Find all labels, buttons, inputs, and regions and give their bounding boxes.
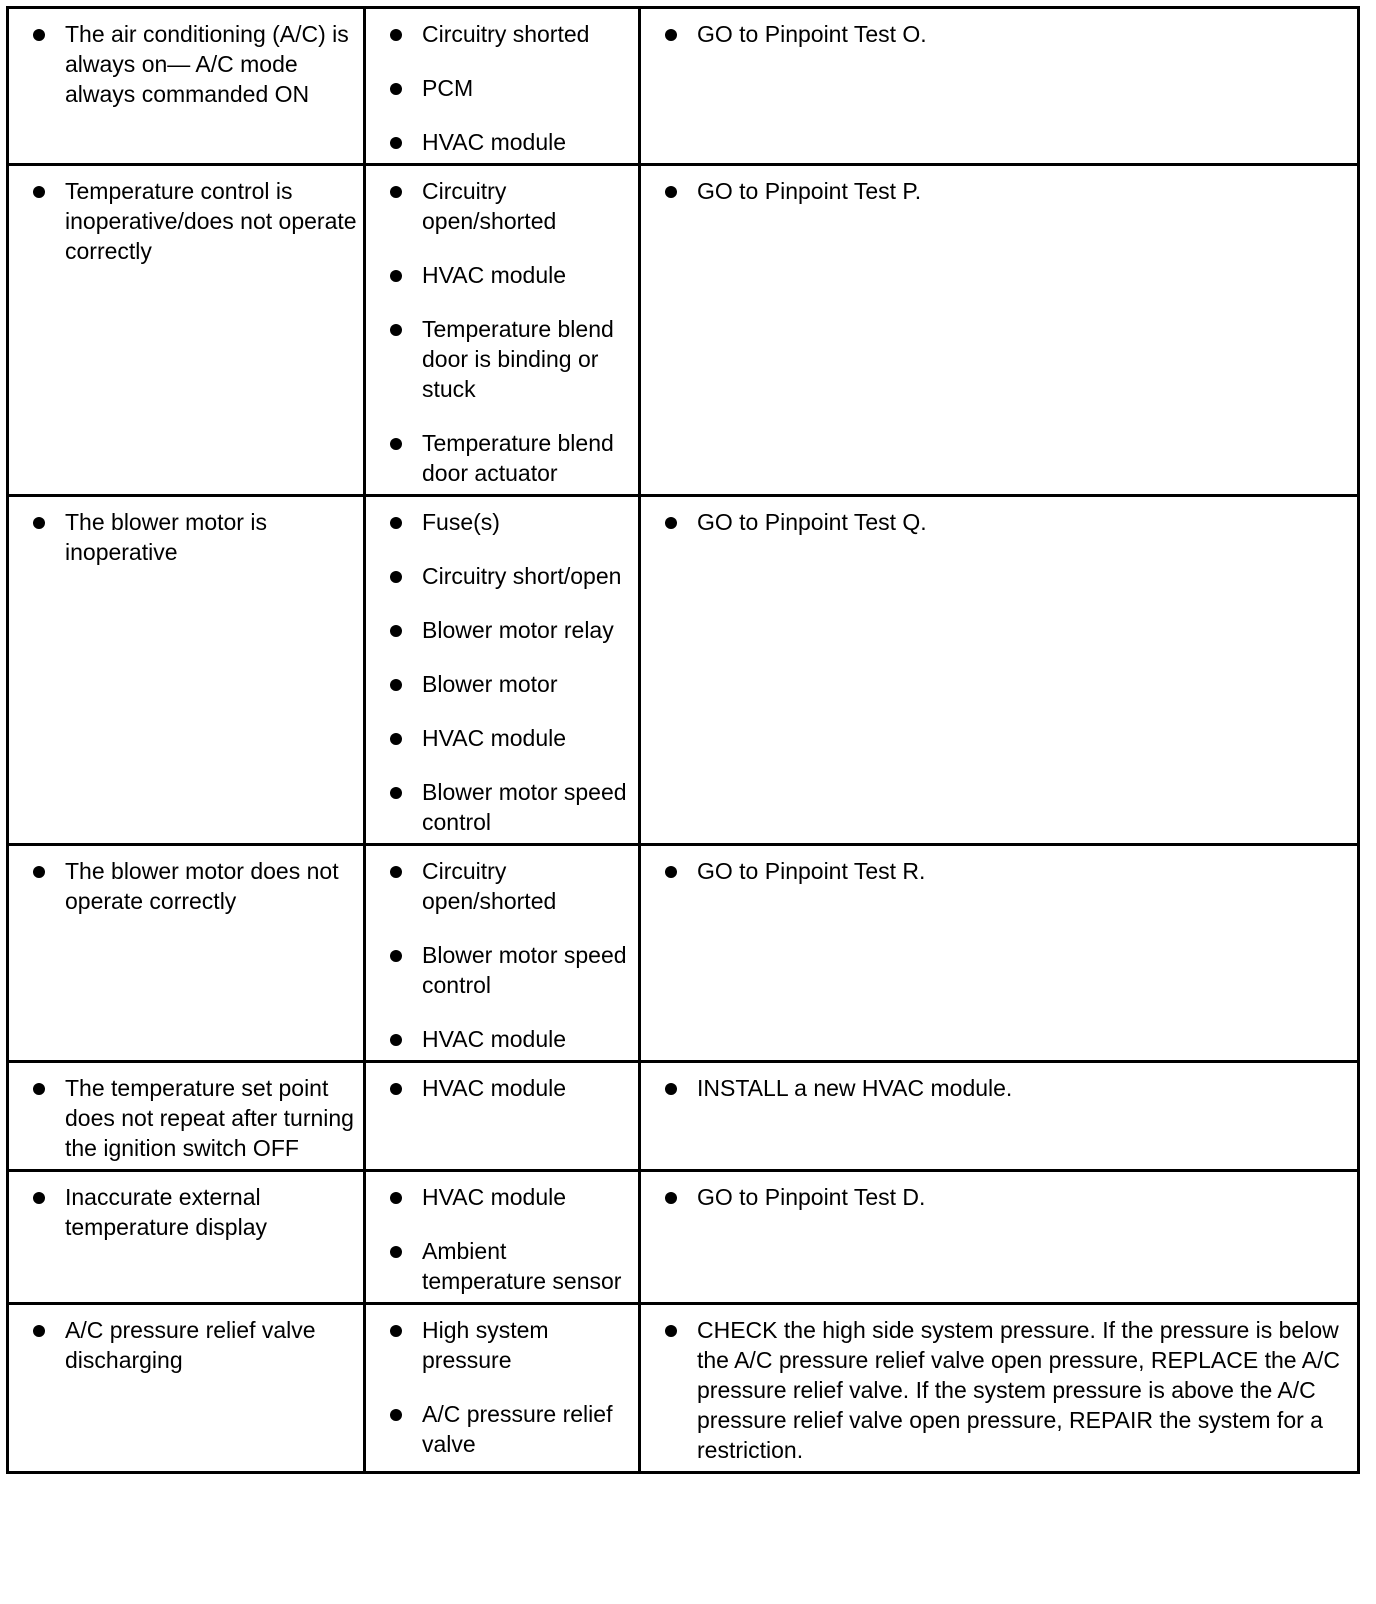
condition-text: The temperature set point does not repeat after turning the ignition switch OFF (65, 1075, 354, 1161)
condition-cell (8, 1062, 365, 1171)
action-text: GO to Pinpoint Test O. (697, 21, 927, 47)
possible-source-list (382, 19, 632, 157)
list-item (25, 19, 357, 109)
possible-source-text: Blower motor (422, 671, 558, 697)
symptom-chart-body (8, 8, 1359, 1473)
bullet-icon (390, 324, 402, 336)
bullet-icon (390, 186, 402, 198)
possible-source-text: Temperature blend door actuator (422, 430, 614, 486)
list-item (382, 176, 632, 236)
possible-source-text: HVAC module (422, 1184, 567, 1210)
condition-text: A/C pressure relief valve discharging (65, 1317, 316, 1373)
condition-text: The blower motor is inoperative (65, 509, 267, 565)
possible-source-text: HVAC module (422, 262, 567, 288)
bullet-icon (33, 866, 45, 878)
bullet-icon (390, 733, 402, 745)
action-cell (640, 845, 1359, 1062)
action-list (657, 856, 1351, 886)
possible-source-text: HVAC module (422, 1026, 567, 1052)
possible-source-text: HVAC module (422, 725, 567, 751)
action-list (657, 1315, 1351, 1465)
possible-source-text: Circuitry shorted (422, 21, 590, 47)
table-row (8, 845, 1359, 1062)
condition-list (25, 507, 357, 567)
list-item (382, 507, 632, 537)
bullet-icon (665, 1083, 677, 1095)
list-item (382, 723, 632, 753)
list-item (657, 1073, 1351, 1103)
list-item (382, 669, 632, 699)
list-item (657, 19, 1351, 49)
list-item (25, 507, 357, 567)
condition-text: Inaccurate external temperature display (65, 1184, 267, 1240)
list-item (382, 260, 632, 290)
bullet-icon (390, 1409, 402, 1421)
possible-source-text: Circuitry open/shorted (422, 178, 557, 234)
possible-source-cell (365, 1171, 640, 1304)
condition-list (25, 1073, 357, 1163)
list-item (382, 1399, 632, 1459)
list-item (382, 856, 632, 916)
possible-source-list (382, 507, 632, 837)
action-list (657, 1073, 1351, 1103)
bullet-icon (33, 186, 45, 198)
table-row (8, 8, 1359, 165)
action-text: GO to Pinpoint Test R. (697, 858, 926, 884)
condition-list (25, 1182, 357, 1242)
list-item (382, 428, 632, 488)
action-cell (640, 8, 1359, 165)
table-row (8, 496, 1359, 845)
bullet-icon (390, 625, 402, 637)
possible-source-list (382, 856, 632, 1054)
action-cell (640, 1304, 1359, 1473)
bullet-icon (665, 517, 677, 529)
possible-source-list (382, 1182, 632, 1296)
possible-source-text: Ambient temperature sensor (422, 1238, 622, 1294)
list-item (657, 856, 1351, 886)
bullet-icon (33, 1083, 45, 1095)
possible-source-cell (365, 496, 640, 845)
bullet-icon (390, 83, 402, 95)
action-list (657, 19, 1351, 49)
bullet-icon (33, 29, 45, 41)
condition-text: The air conditioning (A/C) is always on— A/C mode always commanded ON (65, 21, 349, 107)
condition-list (25, 19, 357, 109)
action-cell (640, 1171, 1359, 1304)
condition-text: Temperature control is inoperative/does not operate correctly (65, 178, 357, 264)
condition-cell (8, 165, 365, 496)
condition-list (25, 1315, 357, 1375)
list-item (382, 940, 632, 1000)
possible-source-cell (365, 1304, 640, 1473)
possible-source-text: Blower motor speed control (422, 942, 627, 998)
list-item (657, 1315, 1351, 1465)
condition-cell (8, 496, 365, 845)
bullet-icon (390, 1083, 402, 1095)
possible-source-cell (365, 8, 640, 165)
action-cell (640, 1062, 1359, 1171)
list-item (657, 176, 1351, 206)
bullet-icon (665, 186, 677, 198)
condition-cell (8, 8, 365, 165)
possible-source-text: Circuitry short/open (422, 563, 622, 589)
list-item (382, 314, 632, 404)
list-item (382, 1182, 632, 1212)
list-item (25, 856, 357, 916)
list-item (657, 507, 1351, 537)
condition-list (25, 176, 357, 266)
bullet-icon (390, 866, 402, 878)
bullet-icon (390, 137, 402, 149)
possible-source-text: Fuse(s) (422, 509, 500, 535)
possible-source-text: A/C pressure relief valve (422, 1401, 613, 1457)
list-item (382, 777, 632, 837)
bullet-icon (390, 517, 402, 529)
condition-list (25, 856, 357, 916)
possible-source-text: Temperature blend door is binding or stuck (422, 316, 614, 402)
possible-source-list (382, 1073, 632, 1103)
possible-source-text: Blower motor speed control (422, 779, 627, 835)
action-text: GO to Pinpoint Test D. (697, 1184, 926, 1210)
possible-source-list (382, 176, 632, 488)
bullet-icon (390, 1246, 402, 1258)
bullet-icon (390, 571, 402, 583)
list-item (382, 73, 632, 103)
possible-source-cell (365, 165, 640, 496)
condition-cell (8, 845, 365, 1062)
bullet-icon (390, 787, 402, 799)
list-item (382, 1315, 632, 1375)
bullet-icon (33, 1192, 45, 1204)
list-item (25, 1073, 357, 1163)
bullet-icon (33, 1325, 45, 1337)
list-item (382, 615, 632, 645)
bullet-icon (390, 950, 402, 962)
list-item (382, 1236, 632, 1296)
action-text: INSTALL a new HVAC module. (697, 1075, 1013, 1101)
list-item (657, 1182, 1351, 1212)
table-row (8, 165, 1359, 496)
bullet-icon (390, 438, 402, 450)
condition-text: The blower motor does not operate correctly (65, 858, 339, 914)
list-item (382, 1073, 632, 1103)
possible-source-text: Circuitry open/shorted (422, 858, 557, 914)
list-item (25, 1182, 357, 1242)
condition-cell (8, 1171, 365, 1304)
list-item (382, 127, 632, 157)
possible-source-text: High system pressure (422, 1317, 549, 1373)
possible-source-list (382, 1315, 632, 1459)
bullet-icon (390, 1034, 402, 1046)
list-item (25, 176, 357, 266)
action-text: GO to Pinpoint Test P. (697, 178, 922, 204)
list-item (382, 19, 632, 49)
action-text: GO to Pinpoint Test Q. (697, 509, 927, 535)
action-list (657, 1182, 1351, 1212)
list-item (382, 1024, 632, 1054)
table-row (8, 1171, 1359, 1304)
list-item (382, 561, 632, 591)
bullet-icon (390, 1192, 402, 1204)
bullet-icon (390, 1325, 402, 1337)
list-item (25, 1315, 357, 1375)
bullet-icon (665, 1192, 677, 1204)
table-row (8, 1062, 1359, 1171)
condition-cell (8, 1304, 365, 1473)
bullet-icon (665, 29, 677, 41)
possible-source-text: HVAC module (422, 129, 567, 155)
bullet-icon (390, 679, 402, 691)
bullet-icon (390, 29, 402, 41)
action-list (657, 507, 1351, 537)
possible-source-text: PCM (422, 75, 474, 101)
bullet-icon (665, 866, 677, 878)
action-cell (640, 496, 1359, 845)
possible-source-cell (365, 1062, 640, 1171)
symptom-chart-table (6, 6, 1360, 1474)
possible-source-cell (365, 845, 640, 1062)
table-row (8, 1304, 1359, 1473)
action-text: CHECK the high side system pressure. If the pressure is below the A/C pressure relief valve open pressure, REPLACE the A/C pressure relief valve. If the system pressure is above the A/C pressure relief valve open pressure, REPAIR the system for a restriction. (697, 1317, 1341, 1463)
bullet-icon (33, 517, 45, 529)
bullet-icon (665, 1325, 677, 1337)
action-cell (640, 165, 1359, 496)
possible-source-text: Blower motor relay (422, 617, 614, 643)
action-list (657, 176, 1351, 206)
possible-source-text: HVAC module (422, 1075, 567, 1101)
bullet-icon (390, 270, 402, 282)
